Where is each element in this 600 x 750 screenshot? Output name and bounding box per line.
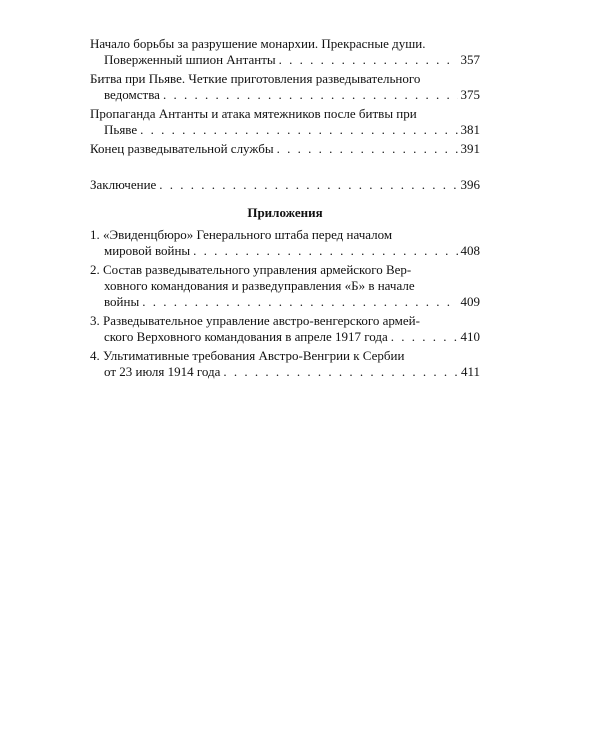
table-of-contents <box>90 36 480 383</box>
toc-entry-last-line <box>90 87 480 103</box>
appendix-heading: Приложения <box>247 205 323 220</box>
toc-entry-line: Начало борьбы за разрушение монархии. Прекрасные души. <box>90 36 426 51</box>
toc-entry-last-line <box>90 294 480 310</box>
toc-entry-text: от 23 июля 1914 года <box>104 364 221 379</box>
page-number: 375 <box>460 87 480 102</box>
toc-entry <box>90 141 480 157</box>
appendix-entry <box>90 227 480 259</box>
page-number: 409 <box>460 294 480 309</box>
toc-entry-text: Конец разведывательной службы <box>90 141 274 156</box>
toc-entry-last-line <box>90 177 480 193</box>
toc-entry-line: 3. Разведывательное управление австро-венгерского армей- <box>90 313 420 328</box>
page-number: 410 <box>460 329 480 344</box>
toc-entry-text: мировой войны <box>104 243 191 258</box>
toc-entry-text: ского Верховного командования в апреле 1917 года <box>104 329 388 344</box>
toc-entry-line: ховного командования и разведуправления «Б» в начале <box>104 278 415 293</box>
toc-entry-text: Поверженный шпион Антанты <box>104 52 276 67</box>
toc-entry-line: 1. «Эвиденцбюро» Генерального штаба перед началом <box>90 227 393 242</box>
toc-entry-last-line <box>90 122 480 138</box>
leader-dots <box>140 122 457 138</box>
leader-dots <box>223 364 458 380</box>
leader-dots <box>163 87 458 103</box>
spacer <box>90 160 480 177</box>
toc-entry <box>90 71 480 103</box>
appendix-entry <box>90 262 480 310</box>
toc-entry-line: Пропаганда Антанты и атака мятежников после битвы при <box>90 106 417 121</box>
page-number: 357 <box>460 52 480 67</box>
page-number: 381 <box>460 122 480 137</box>
toc-entry-last-line <box>90 52 480 68</box>
page-number: 408 <box>460 243 480 258</box>
page-number: 396 <box>460 177 480 192</box>
appendix-entry <box>90 348 480 380</box>
toc-entry <box>90 106 480 138</box>
toc-entry-text: войны <box>104 294 140 309</box>
leader-dots <box>391 329 458 345</box>
toc-entry-last-line <box>90 141 480 157</box>
toc-entry-line: Битва при Пьяве. Четкие приготовления разведывательного <box>90 71 421 86</box>
leader-dots <box>193 243 457 259</box>
toc-entry <box>90 36 480 68</box>
page-number: 391 <box>460 141 480 156</box>
toc-entry-text: ведомства <box>104 87 160 102</box>
toc-entry-last-line <box>90 329 480 345</box>
toc-entry-text: Заключение <box>90 177 157 192</box>
leader-dots <box>142 294 457 310</box>
leader-dots <box>277 141 458 157</box>
leader-dots <box>279 52 458 68</box>
toc-entry-line: 4. Ультимативные требования Австро-Венгрии к Сербии <box>90 348 405 363</box>
toc-entry-last-line <box>90 364 480 380</box>
toc-entry-last-line <box>90 243 480 259</box>
page-number: 411 <box>460 364 480 379</box>
leader-dots <box>159 177 457 193</box>
toc-entry-text: Пьяве <box>104 122 138 137</box>
appendix-entry <box>90 313 480 345</box>
toc-entry-conclusion <box>90 177 480 193</box>
toc-entry-line: 2. Состав разведывательного управления армейского Вер- <box>90 262 412 277</box>
